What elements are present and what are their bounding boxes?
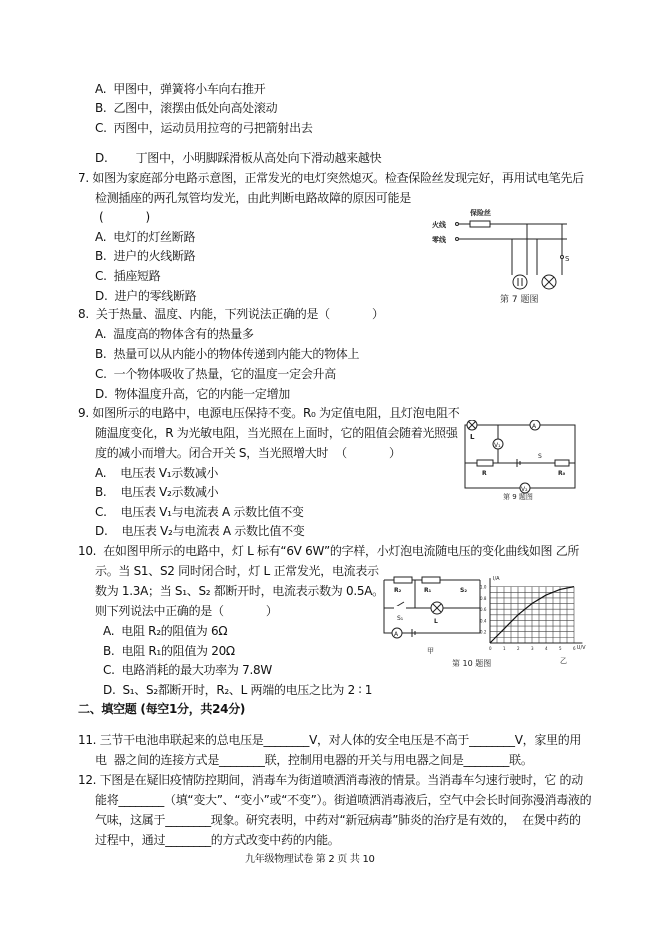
x-tick-label: 3 xyxy=(531,646,534,651)
text-line: A. 电压表 V₁示数减小 xyxy=(95,466,219,480)
s1-label: S₁ xyxy=(397,615,404,622)
text-line: 则下列说法中正确的是（ ） xyxy=(95,604,278,618)
figure-9-caption: 第 9 题图 xyxy=(503,493,533,500)
switch-label: S xyxy=(538,453,542,460)
text-line: 检测插座的两孔氖管均发光，由此判断电路故障的原因可能是 xyxy=(95,191,411,205)
text-line: D. 进户的零线断路 xyxy=(95,289,197,303)
live-wire-label: 火线 xyxy=(432,221,446,229)
text-line: 过程中，通过________的方式改变中药的内能。 xyxy=(95,833,340,847)
text-line: B. 电压表 V₂示数减小 xyxy=(95,485,219,499)
text-line: D. 物体温度升高，它的内能一定增加 xyxy=(95,387,290,401)
text-line: 12. 下图是在疑旧疫情防控期间，消毒车为街道喷洒消毒液的情景。当消毒车匀速行驶时，它 的动 xyxy=(78,773,583,787)
iv-graph xyxy=(480,576,586,665)
text-line: 示。当 S1、S2 同时闭合时，灯 L 正常发光，电流表示 xyxy=(95,564,379,578)
ammeter-label: A xyxy=(394,631,399,638)
s2-label: S₂ xyxy=(460,587,467,594)
lamp-label: L xyxy=(434,618,438,625)
text-line: D. 电压表 V₂与电流表 A 示数比值不变 xyxy=(95,524,305,538)
x-tick-label: 4 xyxy=(545,646,548,651)
y-tick-label: 0.4 xyxy=(480,618,487,624)
text-line: 8. 关于热量、温度、内能，下列说法正确的是（ ） xyxy=(78,307,384,321)
section-heading: 二、填空题 (每空1分，共24分) xyxy=(78,702,246,716)
text-line: C. 电压表 V₁与电流表 A 示数比值不变 xyxy=(95,505,304,519)
text-line: 10. 在如图甲所示的电路中，灯 L 标有“6V 6W”的字样，小灯泡电流随电压的变化曲线如图 乙所 xyxy=(78,544,580,558)
y-tick-label: 0.8 xyxy=(480,595,487,601)
text-line: D. 丁图中，小明脚踩滑板从高处向下滑动越来越快 xyxy=(95,151,382,165)
v1-label: V₁ xyxy=(494,442,501,449)
text-line: A. 电灯的灯丝断路 xyxy=(95,230,196,244)
figure-9-circuit xyxy=(455,420,580,500)
text-line: 气味，这属于________现象。研究表明，中药对“新冠病毒”肺炎的治疗是有效的， 在煲中药的 xyxy=(95,813,581,827)
x-tick-label: 6 xyxy=(573,646,576,651)
figure-10 xyxy=(372,568,587,668)
figure-7-caption: 第 7 题图 xyxy=(500,295,539,305)
x-axis-label: U/V xyxy=(576,645,586,651)
text-line: C. 电路消耗的最大功率为 7.8W xyxy=(103,663,272,677)
x-tick-label: 0 xyxy=(489,646,492,651)
x-tick-label: 5 xyxy=(559,646,562,651)
r2-label: R₂ xyxy=(394,587,402,594)
text-line: B. 进户的火线断路 xyxy=(95,249,196,263)
y-tick-label: 0.2 xyxy=(480,629,487,635)
text-line: B. 电阻 R₁的阻值为 20Ω xyxy=(103,644,235,658)
text-line: 电 器之间的连接方式是________联，控制用电器的开关与用电器之间是________联。 xyxy=(95,753,533,767)
text-line: A. 甲图中，弹簧将小车向右推开 xyxy=(95,82,266,96)
v2-label: V₂ xyxy=(521,486,528,493)
figure-7-circuit xyxy=(432,205,572,305)
y-tick-label: 0.6 xyxy=(480,607,487,613)
figure-10-caption: 第 10 题图 xyxy=(452,659,492,668)
figure-yi-label: 乙 xyxy=(560,657,567,665)
ammeter-label: A xyxy=(532,423,537,430)
lamp-label: L xyxy=(470,433,475,441)
text-line: B. 热量可以从内能小的物体传递到内能大的物体上 xyxy=(95,347,360,361)
text-line: C. 一个物体吸收了热量，它的温度一定会升高 xyxy=(95,367,336,381)
text-line: A. 电阻 R₂的阻值为 6Ω xyxy=(103,624,228,638)
x-tick-label: 1 xyxy=(503,646,506,651)
r-label: R xyxy=(482,470,487,477)
text-line: 11. 三节干电池串联起来的总电压是________V，对人体的安全电压是不高于________V，家里的用 xyxy=(78,733,582,747)
text-line: D. S₁、S₂都断开时，R₂、L 两端的电压之比为 2 ∶ 1 xyxy=(103,683,373,697)
text-line: A. 温度高的物体含有的热量多 xyxy=(95,327,254,341)
text-line: 7. 如图为家庭部分电路示意图，正常发光的电灯突然熄灭。检查保险丝发现完好，再用试电笔先后 xyxy=(78,171,584,185)
r1-label: R₁ xyxy=(424,587,432,594)
switch-label: S xyxy=(565,255,570,263)
text-line: 度的减小而增大。闭合开关 S，当光照增大时 （ ） xyxy=(95,446,401,460)
text-line: C. 插座短路 xyxy=(95,269,161,283)
text-line: C. 丙图中，运动员用拉弯的弓把箭射出去 xyxy=(95,121,313,135)
text-line: 随温度变化，R 为光敏电阻，当光照在上面时，它的阻值会随着光照强 xyxy=(95,426,458,440)
page-footer: 九年级物理试卷 第 2 页 共 10 xyxy=(245,854,375,865)
r0-label: R₀ xyxy=(558,470,566,477)
text-line: B. 乙图中，滚摆由低处向高处滚动 xyxy=(95,101,278,115)
text-line: ( ) xyxy=(99,210,150,224)
neutral-wire-label: 零线 xyxy=(432,236,446,244)
y-tick-label: 1.0 xyxy=(480,584,487,590)
y-axis-label: I/A xyxy=(493,575,500,582)
fuse-label: 保险丝 xyxy=(470,209,491,217)
text-line: 数为 1.3A；当 S₁、S₂ 都断开时，电流表示数为 0.5A。 xyxy=(95,584,384,598)
text-line: 9. 如图所示的电路中，电源电压保持不变。R₀ 为定值电阻，且灯泡电阻不 xyxy=(78,406,460,420)
text-line: 能将________（填“变大”、“变小”或“不变”）。街道喷洒消毒液后，空气中会长时间弥漫消毒液的 xyxy=(95,793,592,807)
figure-jia-label: 甲 xyxy=(427,647,434,655)
x-tick-label: 2 xyxy=(517,646,520,651)
